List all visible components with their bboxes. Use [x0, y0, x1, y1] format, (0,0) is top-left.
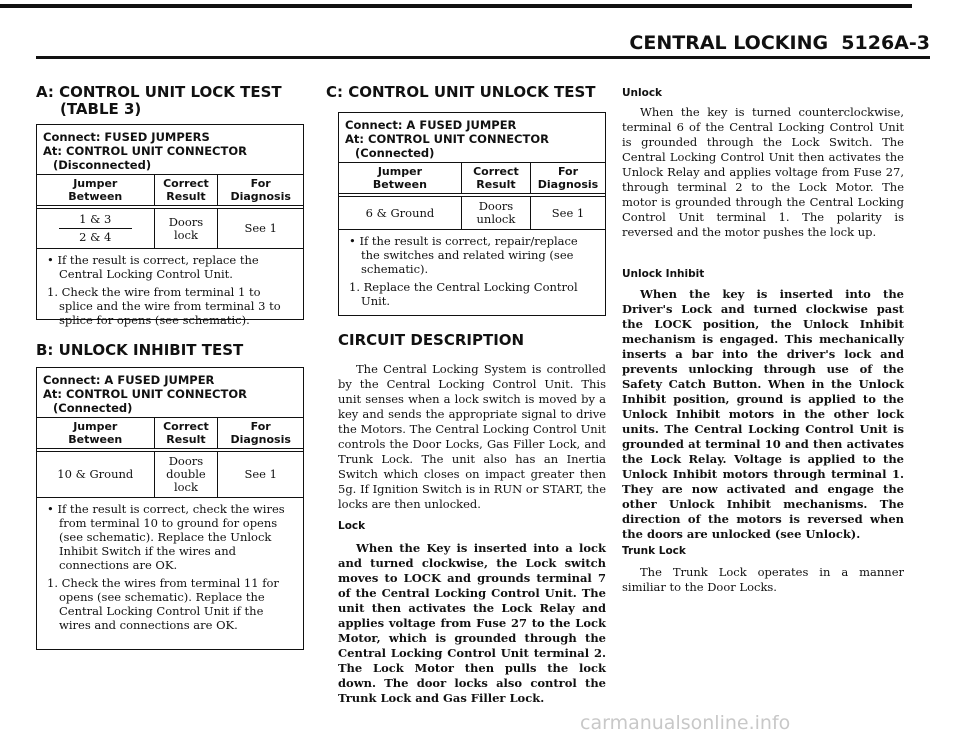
unlock-text: When the key is turned counterclockwise, terminal 6 of the Central Locking Control Unit is grounded through the Lock Switch. The Central Locking Control Unit then activates the Unlock Relay and applies voltage from Fuse 27, through terminal 2 to the Lock Motor. The motor is grounded through the Central Locking Control Unit terminal 1. The polarity is reversed and the motor pushes the lock up.	[622, 105, 904, 239]
section-b-title: B: UNLOCK INHIBIT TEST	[36, 341, 244, 359]
lock-text: When the Key is inserted into a lock and turned clockwise, the Lock switch moves to LOCK and grounds terminal 7 of the Central Locking Control Unit. The unit then activates the Lock Relay and applies voltage from Fuse 27 to the Lock Motor, which is grounded through the Central Locking Control Unit terminal 2. The Lock Motor then pulls the lock down. The door locks also control the Trunk Lock and Gas Filler Lock.	[338, 541, 606, 705]
lock-heading: Lock	[338, 520, 366, 532]
col-diagnosis: For Diagnosis	[531, 163, 605, 196]
col-result: Correct Result	[154, 175, 218, 208]
unlock-heading: Unlock	[622, 87, 663, 99]
section-a-notes: • If the result is correct, replace the Central Locking Control Unit. 1. Check the wire from terminal 1 to splice and the wire from terminal 3 to splice for opens (see schematic).	[47, 253, 281, 327]
section-c-notes: • If the result is correct, repair/replace the switches and related wiring (see schematic). 1. Replace the Central Locking Control Unit.	[349, 234, 578, 308]
section-b-table	[37, 417, 303, 498]
col-jumper: Jumper Between	[339, 163, 461, 196]
section-b-table-box	[36, 367, 304, 650]
unlock-inhibit-heading: Unlock Inhibit	[622, 268, 705, 280]
table-row: 1 & 3 2 & 4 Doors lock See 1	[37, 207, 303, 249]
table-row: 10 & Ground Doors double lock See 1	[37, 450, 303, 498]
section-c-title: C: CONTROL UNIT UNLOCK TEST	[326, 83, 596, 101]
col-jumper: Jumper Between	[37, 175, 154, 208]
col-jumper: Jumper Between	[37, 418, 154, 451]
watermark: carmanualsonline.info	[580, 712, 791, 734]
top-rule	[0, 4, 912, 8]
col-diagnosis: For Diagnosis	[218, 175, 303, 208]
header-title: CENTRAL LOCKING	[629, 32, 829, 54]
section-b-conditions: Connect: A FUSED JUMPER At: CONTROL UNIT CONNECTOR (Connected)	[43, 373, 247, 415]
col-result: Correct Result	[461, 163, 530, 196]
table-row: 6 & Ground Doors unlock See 1	[339, 195, 605, 230]
col-result: Correct Result	[154, 418, 218, 451]
section-c-conditions: Connect: A FUSED JUMPER At: CONTROL UNIT CONNECTOR (Connected)	[345, 118, 549, 160]
section-a-table	[37, 174, 303, 249]
circuit-title: CIRCUIT DESCRIPTION	[338, 331, 525, 349]
trunk-lock-heading: Trunk Lock	[622, 545, 686, 557]
col-diagnosis: For Diagnosis	[218, 418, 303, 451]
section-c-table	[339, 162, 605, 230]
header-code: 5126A-3	[841, 32, 930, 54]
unlock-inhibit-text: When the key is inserted into the Driver's Lock and turned clockwise past the LOCK position, the Unlock Inhibit mechanism is engaged. This mechanically inserts a bar into the driver's lock and prevents unlocking through use of the Safety Catch Button. When in the Unlock Inhibit position, ground is applied to the Unlock Inhibit motors in the other lock units. The Central Locking Control Unit is grounded at terminal 10 and then activates the Lock Relay. Voltage is applied to the Unlock Inhibit motors through terminal 1. They are now activated and engage the other Unlock Inhibit mechanisms. The direction of the motors is reversed when the doors are unlocked (see Unlock).	[622, 287, 904, 541]
circuit-intro: The Central Locking System is controlled by the Central Locking Control Unit. This unit senses when a lock switch is moved by a key and sends the appropriate signal to drive the Motors. The Central Locking Control Unit controls the Door Locks, Gas Filler Lock, and Trunk Lock. The unit also has an Inertia Switch which closes on impact greater then 5g. If Ignition Switch is in RUN or START, the locks are then unlocked.	[338, 362, 606, 511]
section-c-table-box	[338, 112, 606, 316]
trunk-lock-text: The Trunk Lock operates in a manner similiar to the Door Locks.	[622, 565, 904, 594]
page-header	[629, 32, 930, 54]
section-a-conditions: Connect: FUSED JUMPERS At: CONTROL UNIT CONNECTOR (Disconnected)	[43, 130, 247, 172]
section-a-title: A: CONTROL UNIT LOCK TEST (TABLE 3)	[36, 83, 282, 118]
section-b-notes: • If the result is correct, check the wires from terminal 10 to ground for opens (see schematic). Replace the Unlock Inhibit Switch if the wires and connections are OK. 1. Check the wires from terminal 11 for opens (see schematic). Replace the Central Locking Control Unit if the wires and connections are OK.	[47, 502, 285, 632]
header-rule	[36, 56, 930, 59]
section-a-table-box	[36, 124, 304, 327]
